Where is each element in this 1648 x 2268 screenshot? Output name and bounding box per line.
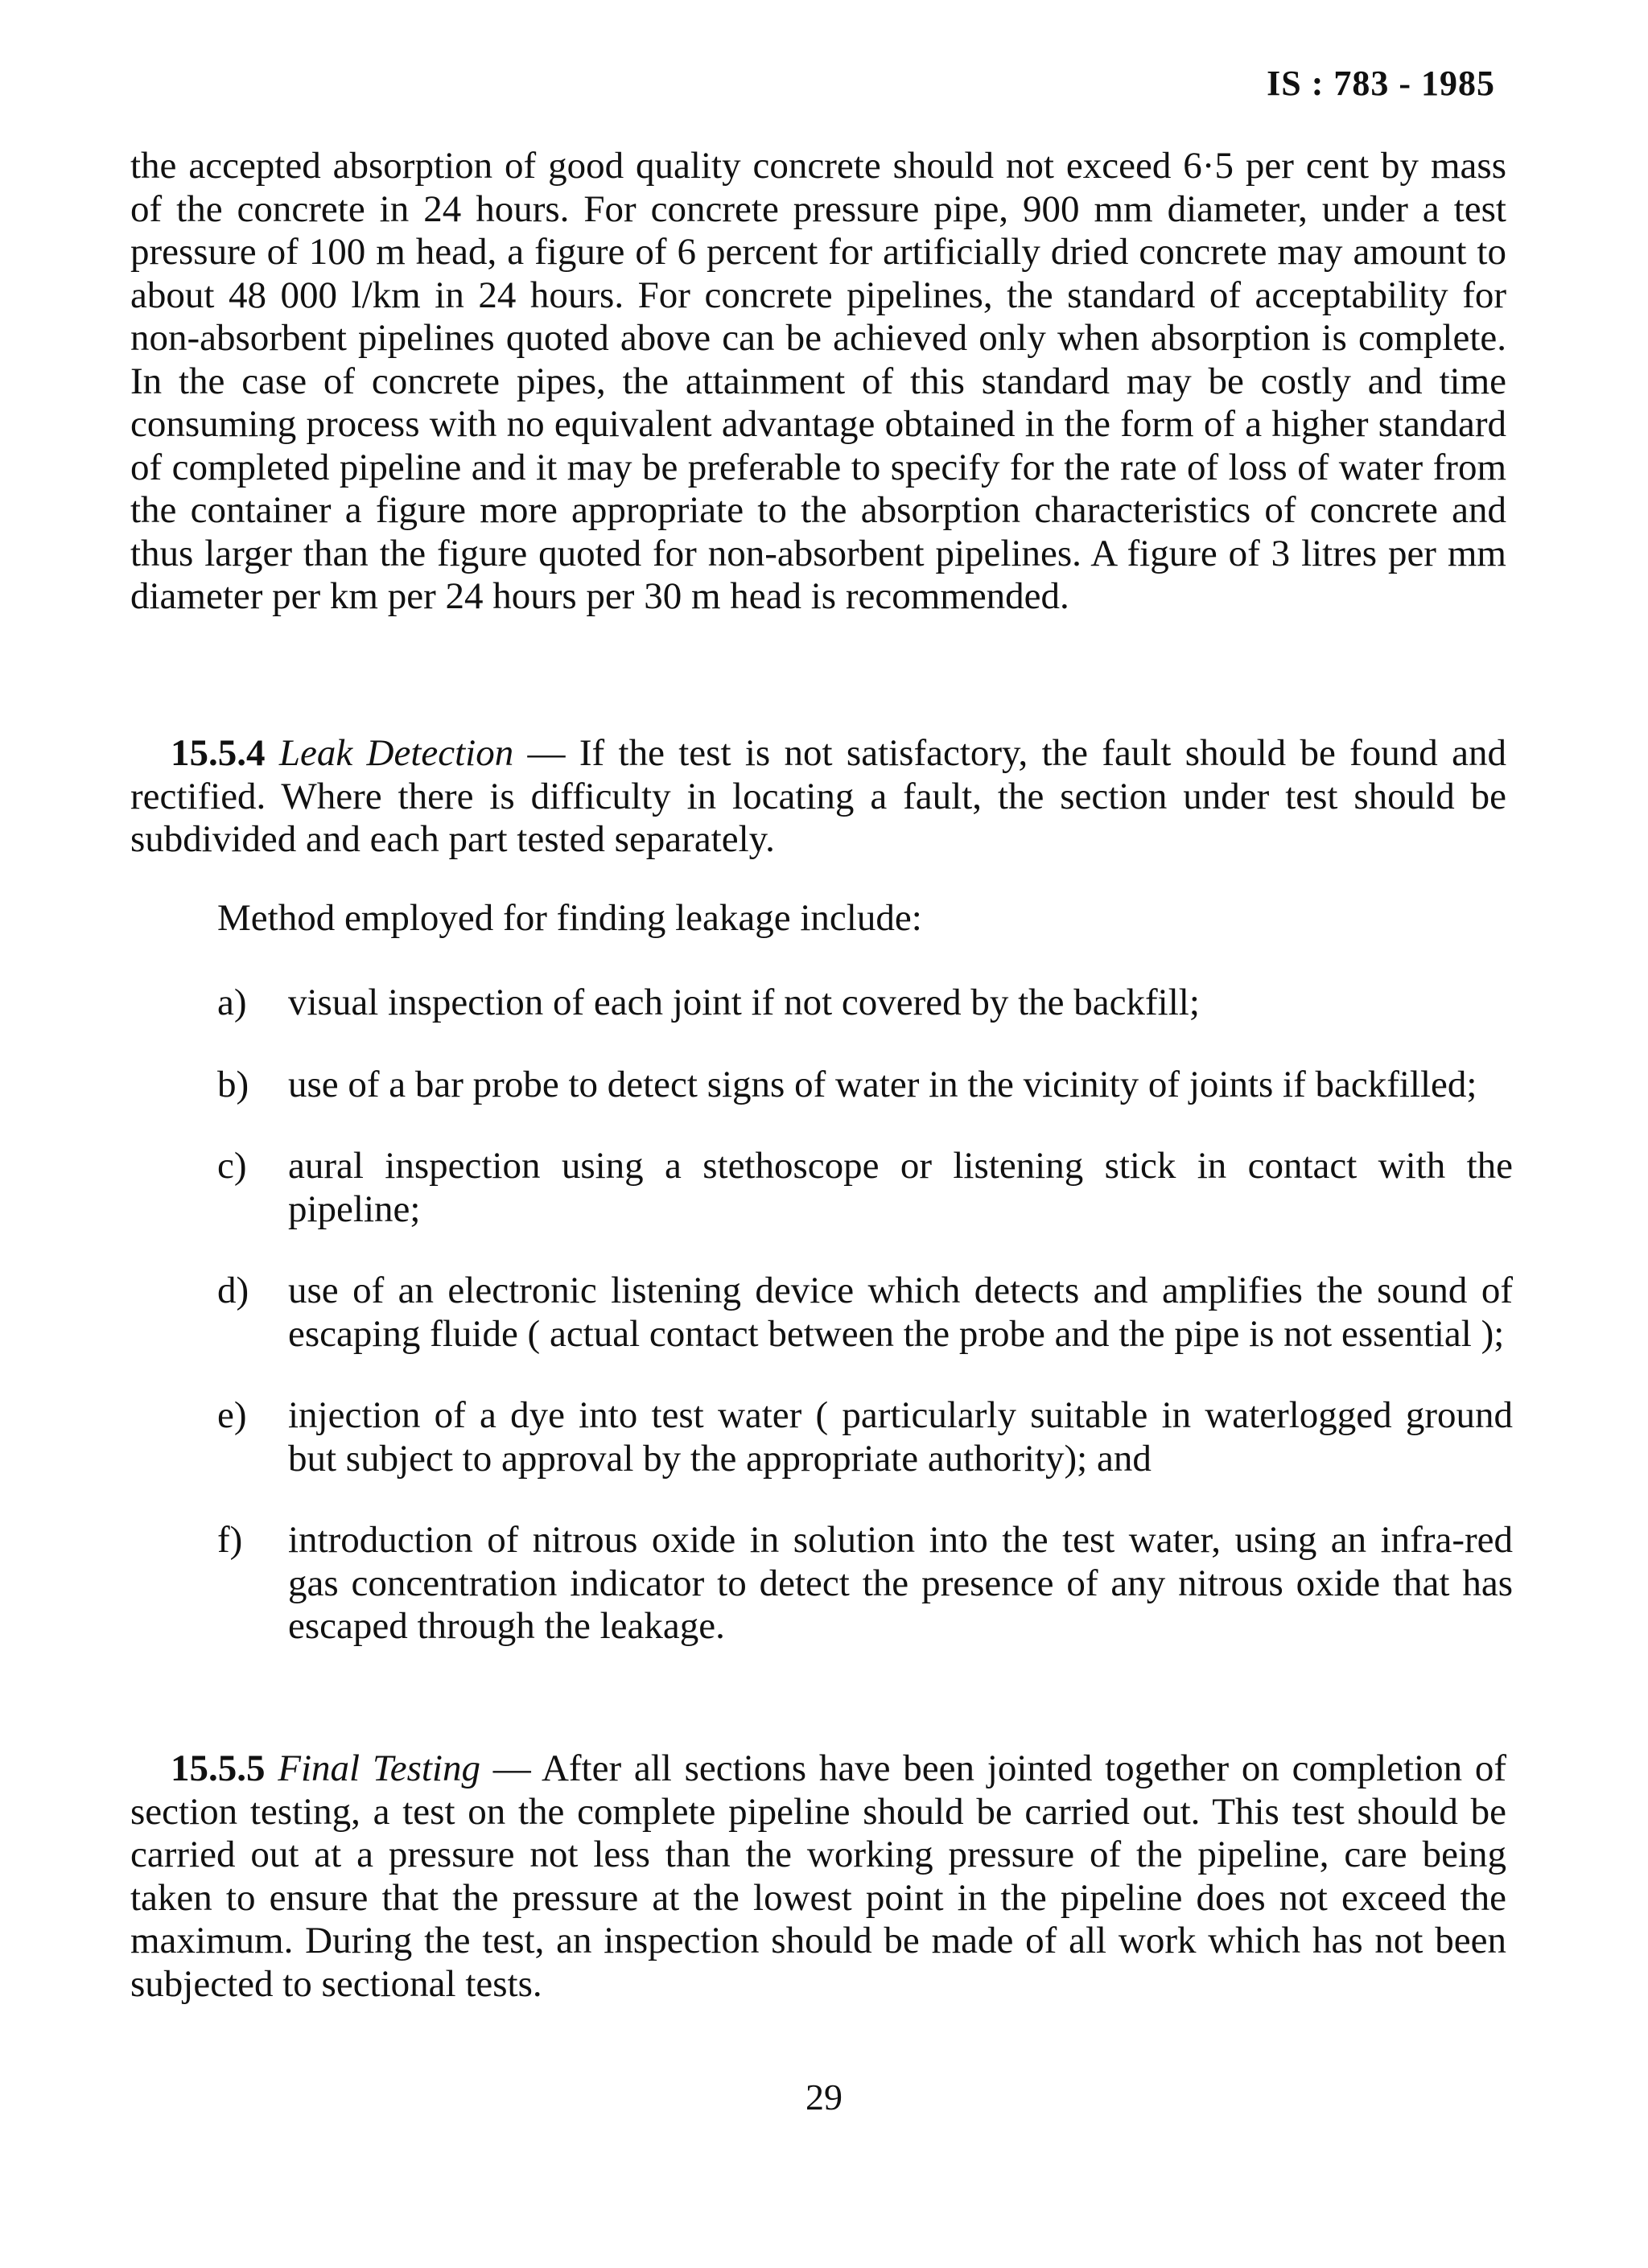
list-marker: a) [217, 982, 247, 1023]
page-number: 29 [805, 2077, 843, 2118]
list-item [217, 1064, 1513, 1107]
list-item-text: use of an electronic listening device which detects and amplifies the sound of escaping fluide ( actual contact between the probe and the pipe is not essential ); [288, 1270, 1513, 1355]
list-marker: d) [217, 1270, 249, 1311]
list-item [217, 982, 1513, 1025]
methods-list [217, 982, 1513, 1687]
standard-header: IS : 783 - 1985 [1267, 64, 1495, 103]
list-item-text: aural inspection using a stethoscope or listening stick in contact with the pipeline; [288, 1145, 1513, 1230]
list-marker: b) [217, 1063, 249, 1105]
list-marker: c) [217, 1145, 247, 1187]
list-item-text: visual inspection of each joint if not covered by the backfill; [288, 982, 1200, 1023]
list-item [217, 1394, 1513, 1480]
list-item-text: use of a bar probe to detect signs of water in the vicinity of joints if backfilled; [288, 1063, 1477, 1105]
section-leak-detection [130, 732, 1506, 862]
list-item [217, 1270, 1513, 1356]
section-number: 15.5.5 [171, 1747, 266, 1789]
section-number: 15.5.4 [171, 732, 266, 774]
list-marker: f) [217, 1519, 243, 1561]
section-text: — If the test is not satisfactory, the fault should be found and rectified. Where there is difficulty in locating a fault, the section under test should be subdivided and each part tested separately. [130, 732, 1506, 860]
paragraph-absorption: the accepted absorption of good quality concrete should not exceed 6·5 per cent by mass of the concrete in 24 hours. For concrete pressure pipe, 900 mm diameter, under a test pressure of 100 m head, a figure of 6 percent for artificially dried concrete may amount to about 48 000 l/km in 24 hours. For concrete pipelines, the standard of acceptability for non-absorbent pipelines quoted above can be achieved only when absorption is complete. In the case of concrete pipes, the attainment of this standard may be costly and time consuming process with no equivalent advantage obtained in the form of a higher standard of completed pipeline and it may be preferable to specify for the rate of loss of water from the container a figure more appropriate to the absorption characteristics of concrete and thus larger than the figure quoted for non-absorbent pipelines. A figure of 3 litres per mm diameter per km per 24 hours per 30 m head is recommended. [130, 145, 1506, 617]
methods-intro: Method employed for finding leakage include: [217, 897, 922, 939]
list-item [217, 1519, 1513, 1649]
list-item [217, 1145, 1513, 1231]
list-item-text: injection of a dye into test water ( particularly suitable in waterlogged ground but subject to approval by the appropriate authority); and [288, 1394, 1513, 1480]
section-title: Final Testing [278, 1747, 480, 1789]
list-item-text: introduction of nitrous oxide in solution into the test water, using an infra-red gas concentration indicator to detect the presence of any nitrous oxide that has escaped through the leakage. [288, 1519, 1513, 1647]
section-final-testing [130, 1747, 1506, 2006]
list-marker: e) [217, 1394, 247, 1436]
section-text: — After all sections have been jointed together on completion of section testing, a test on the complete pipeline should be carried out. This test should be carried out at a pressure not less than the working pressure of the pipeline, care being taken to ensure that the pressure at the lowest point in the pipeline does not exceed the maximum. During the test, an inspection should be made of all work which has not been subjected to sectional tests. [130, 1747, 1507, 2005]
section-title: Leak Detection [278, 732, 514, 774]
